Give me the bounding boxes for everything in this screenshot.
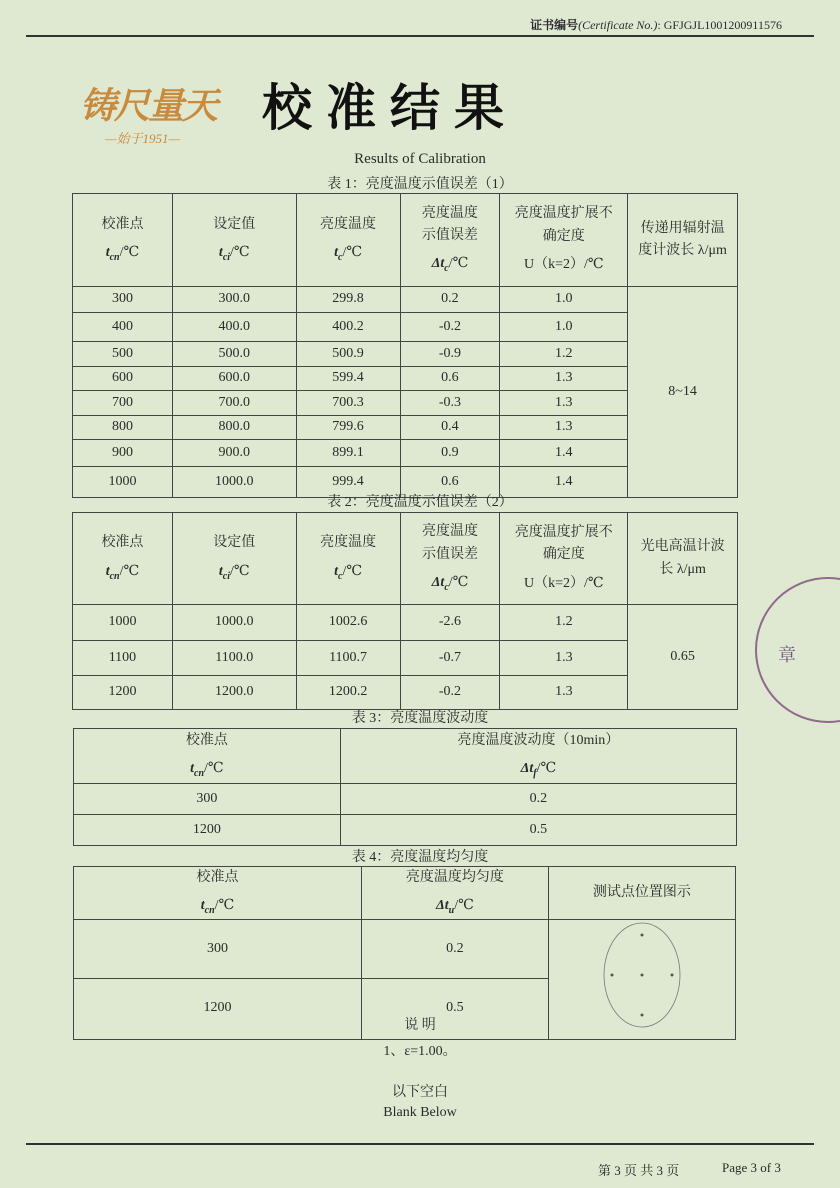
- cert-label-en: (Certificate No.): [578, 18, 658, 32]
- header-label: 长 λ/μm: [659, 561, 706, 577]
- header-label: 传递用辐射温: [640, 220, 725, 236]
- header-row: [74, 729, 737, 784]
- header-unit: [297, 561, 400, 585]
- table-cell: 1.3: [500, 416, 628, 440]
- header-label: 亮度温度均匀度: [405, 870, 504, 885]
- page-title: 校准结果: [262, 79, 518, 137]
- table-cell: -0.9: [400, 342, 500, 367]
- header-label: 亮度温度: [320, 535, 377, 551]
- table-cell: 1.4: [500, 440, 628, 467]
- header-row: [73, 194, 738, 287]
- table-cell: 0.9: [400, 440, 500, 467]
- table-cell: -0.2: [400, 676, 500, 710]
- cert-label: 证书编号: [530, 18, 579, 32]
- header-unit-text: /℃: [536, 761, 557, 777]
- table-cell: 1.0: [500, 313, 628, 342]
- test-point: [670, 974, 673, 977]
- table-cell: 600: [73, 367, 173, 391]
- table-cell: 600.0: [172, 367, 296, 391]
- header-cell: [548, 867, 735, 920]
- header-symbol: $t_c$: [334, 245, 343, 264]
- header-label: 确定度: [542, 228, 585, 244]
- test-point: [640, 934, 643, 937]
- table-cell: 1200: [74, 978, 362, 1039]
- header-unit-text: U（k=2）/℃: [524, 575, 604, 591]
- header-label: 校准点: [185, 732, 228, 748]
- header-label: 度计波长 λ/μm: [638, 243, 727, 258]
- table-cell: 1.0: [500, 287, 628, 313]
- header-subscript: ci: [222, 570, 230, 582]
- table-cell: 300: [74, 920, 362, 979]
- header-unit-text: /℃: [230, 563, 250, 579]
- table-cell: 0.4: [400, 416, 500, 440]
- header-cell: [296, 194, 400, 287]
- header-label: 亮度温度扩展不: [514, 524, 613, 540]
- header-subscript: c: [444, 581, 449, 593]
- table-cell: 700.0: [172, 391, 296, 416]
- header-label: 校准点: [101, 535, 144, 551]
- header-symbol: $t_{ci}$: [218, 563, 230, 582]
- table3: [73, 728, 737, 846]
- wavelength-cell: 0.65: [628, 605, 738, 710]
- table-cell: 999.4: [296, 467, 400, 498]
- header-unit: [173, 561, 296, 585]
- header-symbol: $\Delta t_c$: [431, 574, 449, 593]
- header-unit: [74, 758, 340, 782]
- table-cell: 1000.0: [172, 467, 296, 498]
- table4-caption: 表 4：亮度温度均匀度: [351, 850, 489, 865]
- table-row: [73, 605, 738, 641]
- table-cell: 1200.0: [172, 676, 296, 710]
- table-cell: 400.0: [172, 313, 296, 342]
- table-cell: 0.5: [362, 978, 549, 1039]
- table-cell: -0.7: [400, 641, 500, 676]
- header-unit-text: /℃: [119, 245, 140, 261]
- table-cell: 500.0: [172, 342, 296, 367]
- table-cell: 900.0: [172, 440, 296, 467]
- header-label: 确定度: [542, 547, 585, 563]
- header-subscript: cn: [109, 570, 120, 582]
- header-subscript: c: [338, 570, 343, 582]
- table-cell: -0.3: [400, 391, 500, 416]
- header-subscript: c: [444, 263, 449, 275]
- table2-caption: 表 2：亮度温度示值误差（2）: [327, 495, 513, 510]
- table-cell: 1200: [73, 676, 173, 710]
- header-cell: [628, 513, 738, 605]
- page-subtitle: Results of Calibration: [354, 151, 486, 167]
- header-unit-text: /℃: [204, 761, 224, 777]
- header-rule: [26, 35, 814, 37]
- table-cell: 500: [73, 342, 173, 367]
- header-unit-text: /℃: [448, 256, 469, 272]
- table-cell: 0.6: [400, 467, 500, 498]
- page-number-en: Page 3 of 3: [722, 1160, 781, 1175]
- table-cell: 900: [73, 440, 173, 467]
- certificate-number: [530, 16, 782, 33]
- table2: [72, 512, 738, 710]
- table-cell: 799.6: [296, 416, 400, 440]
- table-cell: 1.2: [500, 342, 628, 367]
- table3-caption: 表 3：亮度温度波动度: [351, 711, 489, 726]
- header-unit: [500, 254, 627, 276]
- header-cell: [172, 513, 296, 605]
- table-cell: 1.4: [500, 467, 628, 498]
- header-label: 测试点位置图示: [592, 884, 691, 900]
- header-cell: [73, 194, 173, 287]
- header-unit-text: /℃: [230, 245, 250, 261]
- table-cell: 700: [73, 391, 173, 416]
- header-cell: [172, 194, 296, 287]
- brand-logo: 铸尺量天: [80, 85, 217, 127]
- table-cell: -2.6: [400, 605, 500, 641]
- header-subscript: u: [448, 905, 455, 917]
- header-unit: [362, 895, 548, 919]
- header-symbol: $t_{ci}$: [218, 245, 231, 264]
- table-cell: 599.4: [296, 367, 400, 391]
- table-cell: 0.2: [362, 920, 549, 979]
- table-cell: 1000: [73, 467, 173, 498]
- header-symbol: $\Delta t_f$: [520, 761, 537, 780]
- header-unit-text: /℃: [342, 245, 362, 261]
- header-unit: [173, 242, 296, 266]
- header-unit: [401, 253, 500, 277]
- header-label: 光电高温计波: [640, 539, 725, 555]
- footer-rule: [26, 1143, 814, 1145]
- table-cell: 300: [74, 784, 341, 815]
- test-point: [640, 974, 643, 977]
- brand-since: —始于1951—: [105, 131, 181, 146]
- notes-item-1: 1、ε=1.00。: [383, 1044, 457, 1059]
- table-cell: 1.3: [500, 676, 628, 710]
- table1-caption: 表 1：亮度温度示值误差（1）: [327, 177, 513, 192]
- table-cell: 1002.6: [296, 605, 400, 641]
- table-cell: 500.9: [296, 342, 400, 367]
- header-cell: [400, 513, 500, 605]
- official-stamp: [752, 575, 840, 725]
- notes-title: 说 明: [404, 1018, 436, 1033]
- table-cell: 1000: [73, 605, 173, 641]
- header-subscript: ci: [222, 252, 231, 264]
- table-cell: -0.2: [400, 313, 500, 342]
- header-unit-text: /℃: [342, 563, 363, 579]
- header-cell: [400, 194, 500, 287]
- header-unit-text: /℃: [454, 898, 474, 914]
- header-label: 校准点: [196, 870, 239, 885]
- blank-below-en: Blank Below: [383, 1105, 457, 1120]
- header-symbol: $t_{cn}$: [190, 761, 205, 780]
- header-cell: [362, 867, 549, 920]
- header-label: 亮度温度: [421, 205, 478, 221]
- table-cell: 899.1: [296, 440, 400, 467]
- table-cell: 1200.2: [296, 676, 400, 710]
- table-cell: 299.8: [296, 287, 400, 313]
- table-cell: 1.3: [500, 367, 628, 391]
- table-cell: 800: [73, 416, 173, 440]
- header-unit: [73, 242, 172, 266]
- header-subscript: cn: [109, 252, 120, 264]
- table-cell: 1.3: [500, 391, 628, 416]
- cert-no: : GFJGJL1001200911576: [657, 18, 782, 32]
- header-cell: [628, 194, 738, 287]
- page-number-cn: 第 3 页 共 3 页: [598, 1163, 680, 1178]
- blank-below-cn: 以下空白: [392, 1085, 448, 1100]
- table-cell: 1100.0: [172, 641, 296, 676]
- table-cell: 1100: [73, 641, 173, 676]
- table-cell: 1100.7: [296, 641, 400, 676]
- table-cell: 0.6: [400, 367, 500, 391]
- header-label: 设定值: [213, 216, 256, 232]
- header-symbol: $t_{cn}$: [105, 563, 120, 582]
- header-cell: [500, 194, 628, 287]
- header-label: 校准点: [101, 216, 144, 232]
- table-cell: 1.3: [500, 641, 628, 676]
- header-unit: [341, 758, 736, 782]
- stamp-ring: [756, 578, 840, 722]
- table-cell: 800.0: [172, 416, 296, 440]
- header-symbol: $\Delta t_c$: [431, 256, 449, 275]
- table-row: [73, 287, 738, 313]
- test-point: [610, 974, 613, 977]
- header-subscript: f: [533, 768, 537, 780]
- header-symbol: $t_{cn}$: [200, 898, 215, 917]
- header-unit-text: /℃: [448, 574, 469, 590]
- header-unit: [74, 895, 361, 919]
- table-cell: 300: [73, 287, 173, 313]
- header-subscript: c: [337, 252, 343, 264]
- header-unit: [73, 561, 172, 585]
- header-label: 亮度温度: [421, 524, 478, 540]
- header-symbol: $t_c$: [334, 563, 343, 582]
- table-row: [74, 784, 737, 815]
- table-row: [74, 920, 736, 979]
- header-cell: [296, 513, 400, 605]
- table-cell: 1200: [74, 815, 341, 846]
- header-row: [73, 513, 738, 605]
- header-label: 示值误差: [421, 546, 478, 562]
- table-cell: 400: [73, 313, 173, 342]
- header-subscript: cn: [194, 768, 205, 780]
- header-label: 亮度温度扩展不: [514, 206, 613, 222]
- header-symbol: $\Delta t_u$: [436, 898, 455, 917]
- header-row: [74, 867, 736, 920]
- table1: [72, 193, 738, 498]
- header-label: 亮度温度波动度（10min）: [457, 732, 620, 748]
- header-symbol: $t_{cn}$: [105, 245, 120, 264]
- header-label: 示值误差: [421, 228, 478, 244]
- header-cell: [340, 729, 736, 784]
- header-unit: [500, 573, 627, 595]
- header-cell: [500, 513, 628, 605]
- header-cell: [74, 729, 341, 784]
- table-cell: 700.3: [296, 391, 400, 416]
- header-cell: [73, 513, 173, 605]
- table-cell: 400.2: [296, 313, 400, 342]
- table-cell: 300.0: [172, 287, 296, 313]
- table-cell: 0.5: [340, 815, 736, 846]
- header-subscript: cn: [204, 905, 215, 917]
- table-row: [74, 815, 737, 846]
- stamp-center: 章: [778, 645, 796, 665]
- table-cell: 0.2: [340, 784, 736, 815]
- header-label: 设定值: [213, 535, 256, 551]
- header-unit-text: /℃: [214, 898, 235, 914]
- table-cell: 1.2: [500, 605, 628, 641]
- header-unit: [297, 242, 400, 266]
- wavelength-cell: 8~14: [628, 287, 738, 498]
- header-unit-text: /℃: [119, 563, 140, 579]
- table-cell: 0.2: [400, 287, 500, 313]
- header-cell: [74, 867, 362, 920]
- header-unit: [401, 572, 500, 596]
- header-unit-text: U（k=2）/℃: [523, 257, 604, 273]
- table-cell: 1000.0: [172, 605, 296, 641]
- header-label: 亮度温度: [320, 216, 377, 232]
